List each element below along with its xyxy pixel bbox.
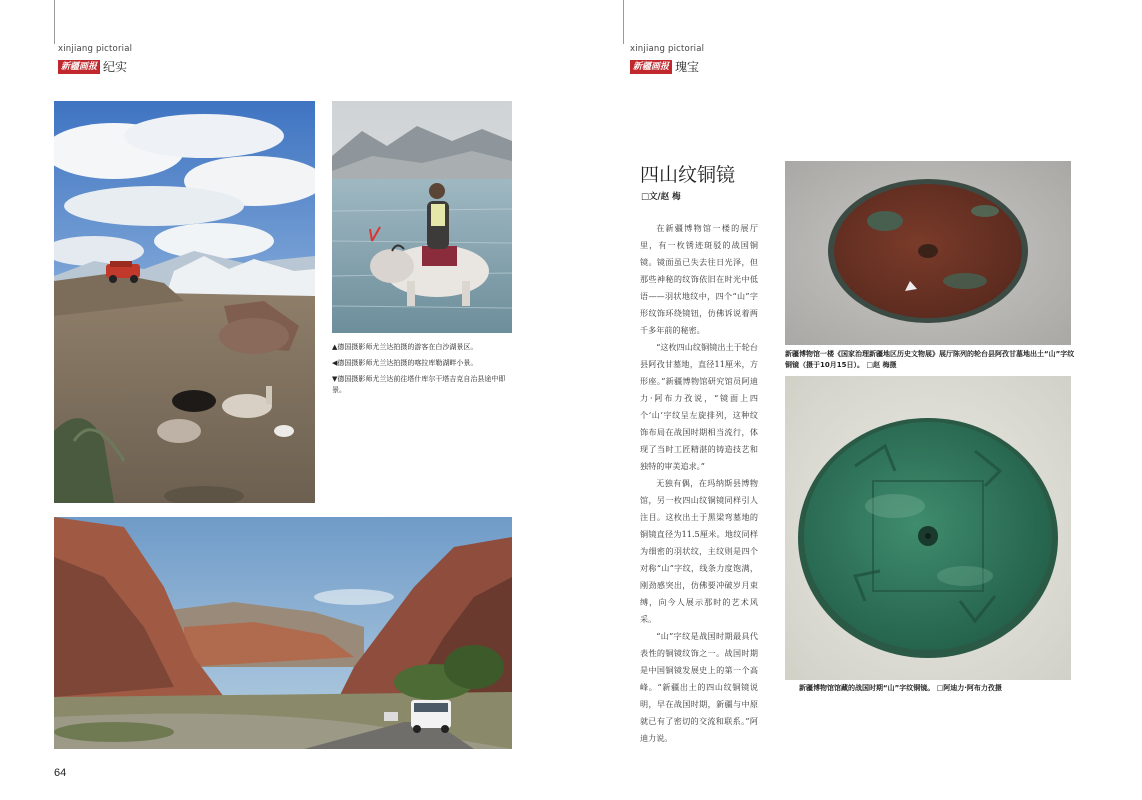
caption-mirror-display: 新疆博物馆一楼《国家治理新疆地区历史文物展》展厅陈列的轮台县阿孜甘墓地出土“山”字纹铜镜（摄于10月15日）。 □赵 梅摄 — [785, 350, 1075, 369]
caption-taxkorgan-road: ▼德国摄影师尤兰达前往塔什库尔干塔吉克自治县途中即景。 — [332, 375, 506, 394]
body-paragraph: “山”字纹是战国时期最具代表性的铜镜纹饰之一。战国时期是中国铜镜发展史上的第一个高峰。“新疆出土的四山纹铜镜说明，早在战国时期，新疆与中原就已有了密切的交流和联系。”阿迪力说。 — [640, 631, 758, 743]
body-paragraph: “这枚四山纹铜镜出土于轮台县阿孜甘墓地，直径11厘米，方形座。”新疆博物馆研究馆员阿迪力·阿布力孜说，“镜面上四个‘山’字纹呈左旋排列，这种纹饰布局在战国时期相当流行，体现了当时工匠精湛的铸造技艺和独特的审美追求。” — [640, 342, 758, 471]
right-header-brand — [630, 58, 699, 75]
photo-desert-camp — [54, 101, 315, 503]
body-paragraph: 在新疆博物馆一楼的展厅里，有一枚锈迹斑驳的战国铜镜。镜面虽已失去往日光泽，但那些神秘的纹饰依旧在时光中低语——羽状地纹中，四个“山”字形纹饰环绕镜钮，仿佛诉说着两千多年前的秘密。 — [640, 223, 758, 335]
right-header-rule — [623, 0, 624, 44]
section-label: 瑰宝 — [675, 60, 700, 74]
section-label: 纪实 — [103, 60, 128, 74]
brand-logo: 新疆画报 — [630, 60, 672, 74]
photo-yak-lake — [332, 101, 512, 333]
caption-green-mirror: 新疆博物馆馆藏的战国时期“山”字纹铜镜。 □阿迪力·阿布力孜摄 — [799, 684, 1002, 692]
left-captions — [332, 342, 516, 401]
photo-canyon-road — [54, 517, 512, 749]
caption-karakul-lake: ◀德国摄影师尤兰达拍摄的喀拉库勒湖畔小景。 — [332, 359, 478, 367]
page-number: 64 — [54, 767, 67, 779]
article-title: 四山纹铜镜 — [640, 164, 736, 186]
photo-green-bronze-mirror — [785, 376, 1071, 680]
right-header-subtitle: xinjiang pictorial — [630, 44, 705, 54]
left-header-rule — [54, 0, 55, 44]
brand-logo: 新疆画报 — [58, 60, 100, 74]
body-paragraph: 无独有偶，在玛纳斯县博物馆，另一枚四山纹铜镜同样引人注目。这枚出土于黑梁弯墓地的铜镜直径为11.5厘米。地纹同样为细密的羽状纹，主纹则是四个对称“山”字纹，线条力度饱满，刚劲感突出，仿佛要冲破岁月束缚，向今人展示那时的艺术风采。 — [640, 478, 758, 624]
caption-white-sand-lake: ▲德国摄影师尤兰达拍摄的游客在白沙湖景区。 — [332, 343, 478, 351]
article-body — [640, 220, 758, 747]
left-header-brand — [58, 58, 127, 75]
photo-bronze-mirror-display — [785, 161, 1071, 345]
article-byline: □文/赵 梅 — [641, 192, 681, 202]
left-header-subtitle: xinjiang pictorial — [58, 44, 133, 54]
